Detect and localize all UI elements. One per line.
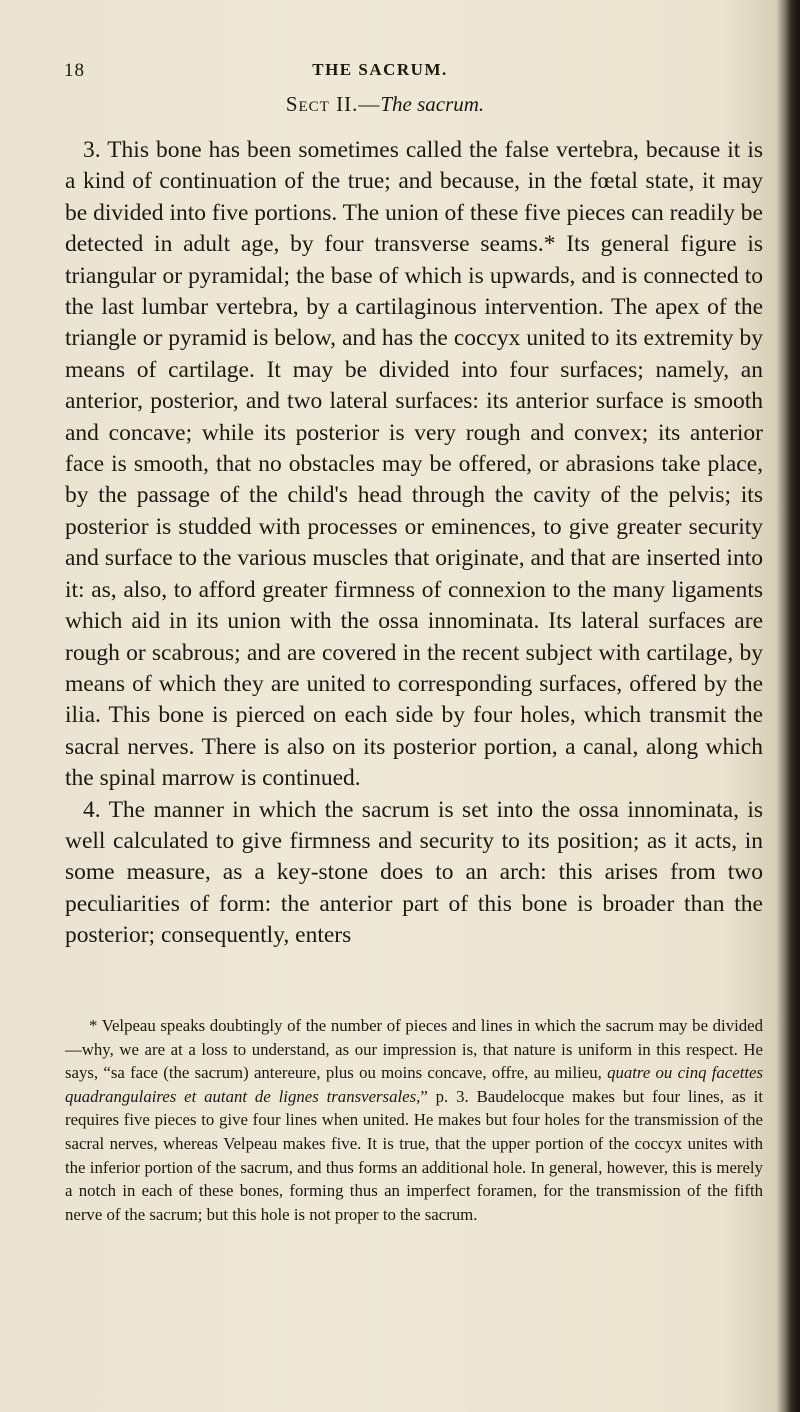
footnote-text-start: * Velpeau speaks doubtingly of the number of pieces and lines in which the sacrum may be divided—why, we are at a loss to understand, as our impression is, that nature is uniform in this respect. He says, “sa face (the sacrum) antereure, plus ou moins concave, offre, au milieu, (65, 1016, 763, 1083)
paragraph-3: 3. This bone has been sometimes called the false vertebra, because it is a kind of continuation of the true; and because, in the fœtal state, it may be divided into five portions. The union of these five pieces can readily be detected in adult age, by four transverse seams.* Its general figure is triangular or pyramidal; the base of which is upwards, and is connected to the last lumbar vertebra, by a cartilaginous intervention. The apex of the triangle or pyramid is below, and has the coccyx united to its extremity by means of cartilage. It may be divided into four surfaces; namely, an anterior, posterior, and two lateral surfaces: its anterior surface is smooth and concave; while its posterior is very rough and convex; its anterior face is smooth, that no obstacles may be offered, or abrasions take place, by the passage of the child's head through the cavity of the pelvis; its posterior is studded with processes or eminences, to give greater security and surface to the various muscles that originate, and that are inserted into it: as, also, to afford greater firmness of connexion to the many ligaments which aid in its union with the ossa innominata. Its lateral surfaces are rough or scabrous; and are covered in the recent subject with cartilage, by means of which they are united to corresponding surfaces, offered by the ilia. This bone is pierced on each side by four holes, which transmit the sacral nerves. There is also on its posterior portion, a canal, along which the spinal marrow is continued. (65, 137, 763, 792)
body-text (65, 135, 763, 952)
footnote-quote-italic: quatre ou cinq facettes quadrangulaires et autant de lignes transversales, (65, 1063, 764, 1106)
page-header (0, 44, 800, 84)
page-edge-shadow (786, 0, 800, 1412)
footnote-text-end: ” p. 3. Baudelocque makes but four lines, as it requires five pieces to give four lines when united. He makes but four holes for the transmission of the sacral nerves, whereas Velpeau makes five. It is true, that the upper portion of the coccyx unites with the inferior portion of the sacrum, and thus forms an additional hole. In general, however, this is merely a notch in each of these bones, forming thus an imperfect foramen, for the transmission of the fifth nerve of the sacrum; but this hole is not proper to the sacrum. (65, 1086, 763, 1224)
section-heading (0, 92, 800, 117)
section-title: The sacrum. (380, 92, 485, 116)
running-head: THE SACRUM. (312, 60, 448, 79)
footnote-paragraph (65, 1014, 763, 1226)
page-number: 18 (64, 60, 85, 81)
footnote (65, 1014, 763, 1226)
section-label: Sect II.— (285, 92, 381, 116)
paragraph-4: 4. The manner in which the sacrum is set into the ossa innominata, is well calculated to give firmness and security to its position; as it acts, in some measure, as a key-stone does to an arch: this arises from two peculiarities of form: the anterior part of this bone is broader than the posterior; consequently, enters (65, 796, 763, 949)
